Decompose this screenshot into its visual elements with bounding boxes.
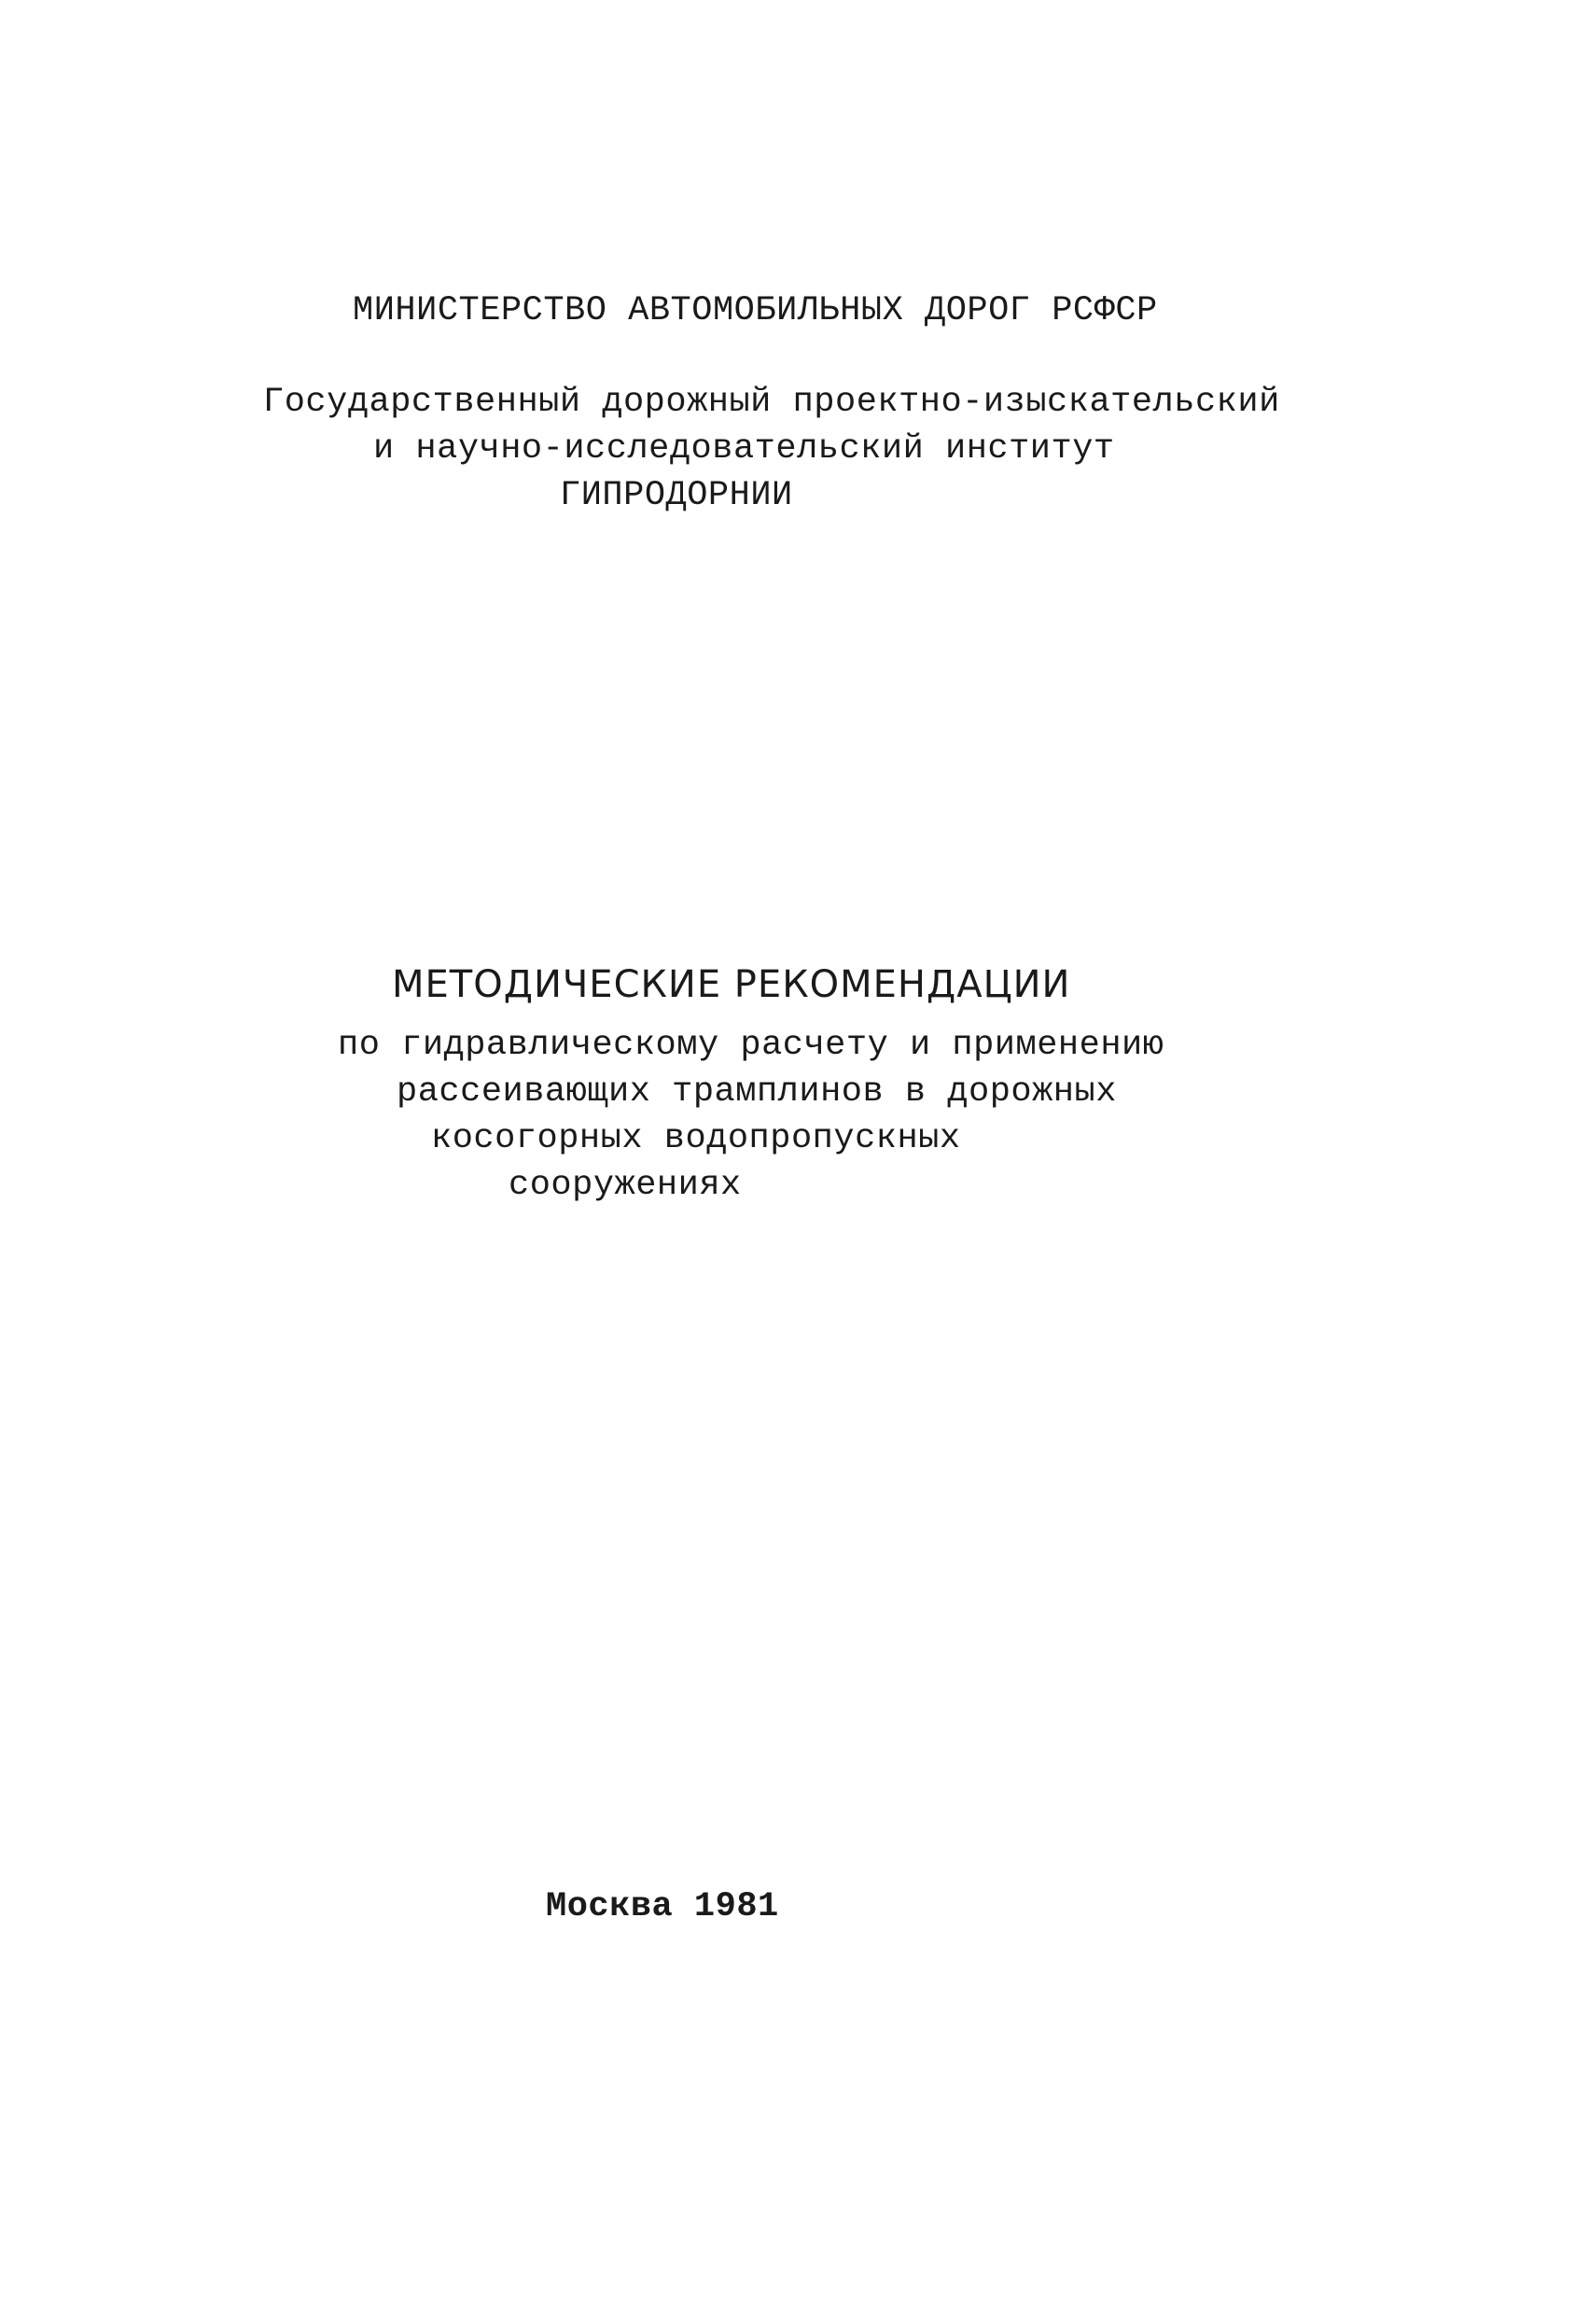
institute-abbreviation: ГИПРОДОРНИИ xyxy=(560,476,793,515)
document-subtitle-line-3: косогорных водопропускных xyxy=(431,1119,961,1158)
document-title: МЕТОДИЧЕСКИЕ РЕКОМЕНДАЦИИ xyxy=(392,963,1071,1006)
document-subtitle-line-2: рассеивающих трамплинов в дорожных xyxy=(397,1072,1117,1112)
imprint-place-year: Москва 1981 xyxy=(546,1887,779,1926)
institute-name-line-1: Государственный дорожный проектно-изыскательский xyxy=(263,383,1280,422)
institute-name-line-2: и научно-исследовательский институт xyxy=(373,429,1115,469)
document-subtitle-line-1: по гидравлическому расчету и применению xyxy=(338,1026,1164,1065)
ministry-name: МИНИСТЕРСТВО АВТОМОБИЛЬНЫХ ДОРОГ РСФСР xyxy=(353,291,1158,330)
document-subtitle-line-4: сооружениях xyxy=(509,1166,742,1205)
